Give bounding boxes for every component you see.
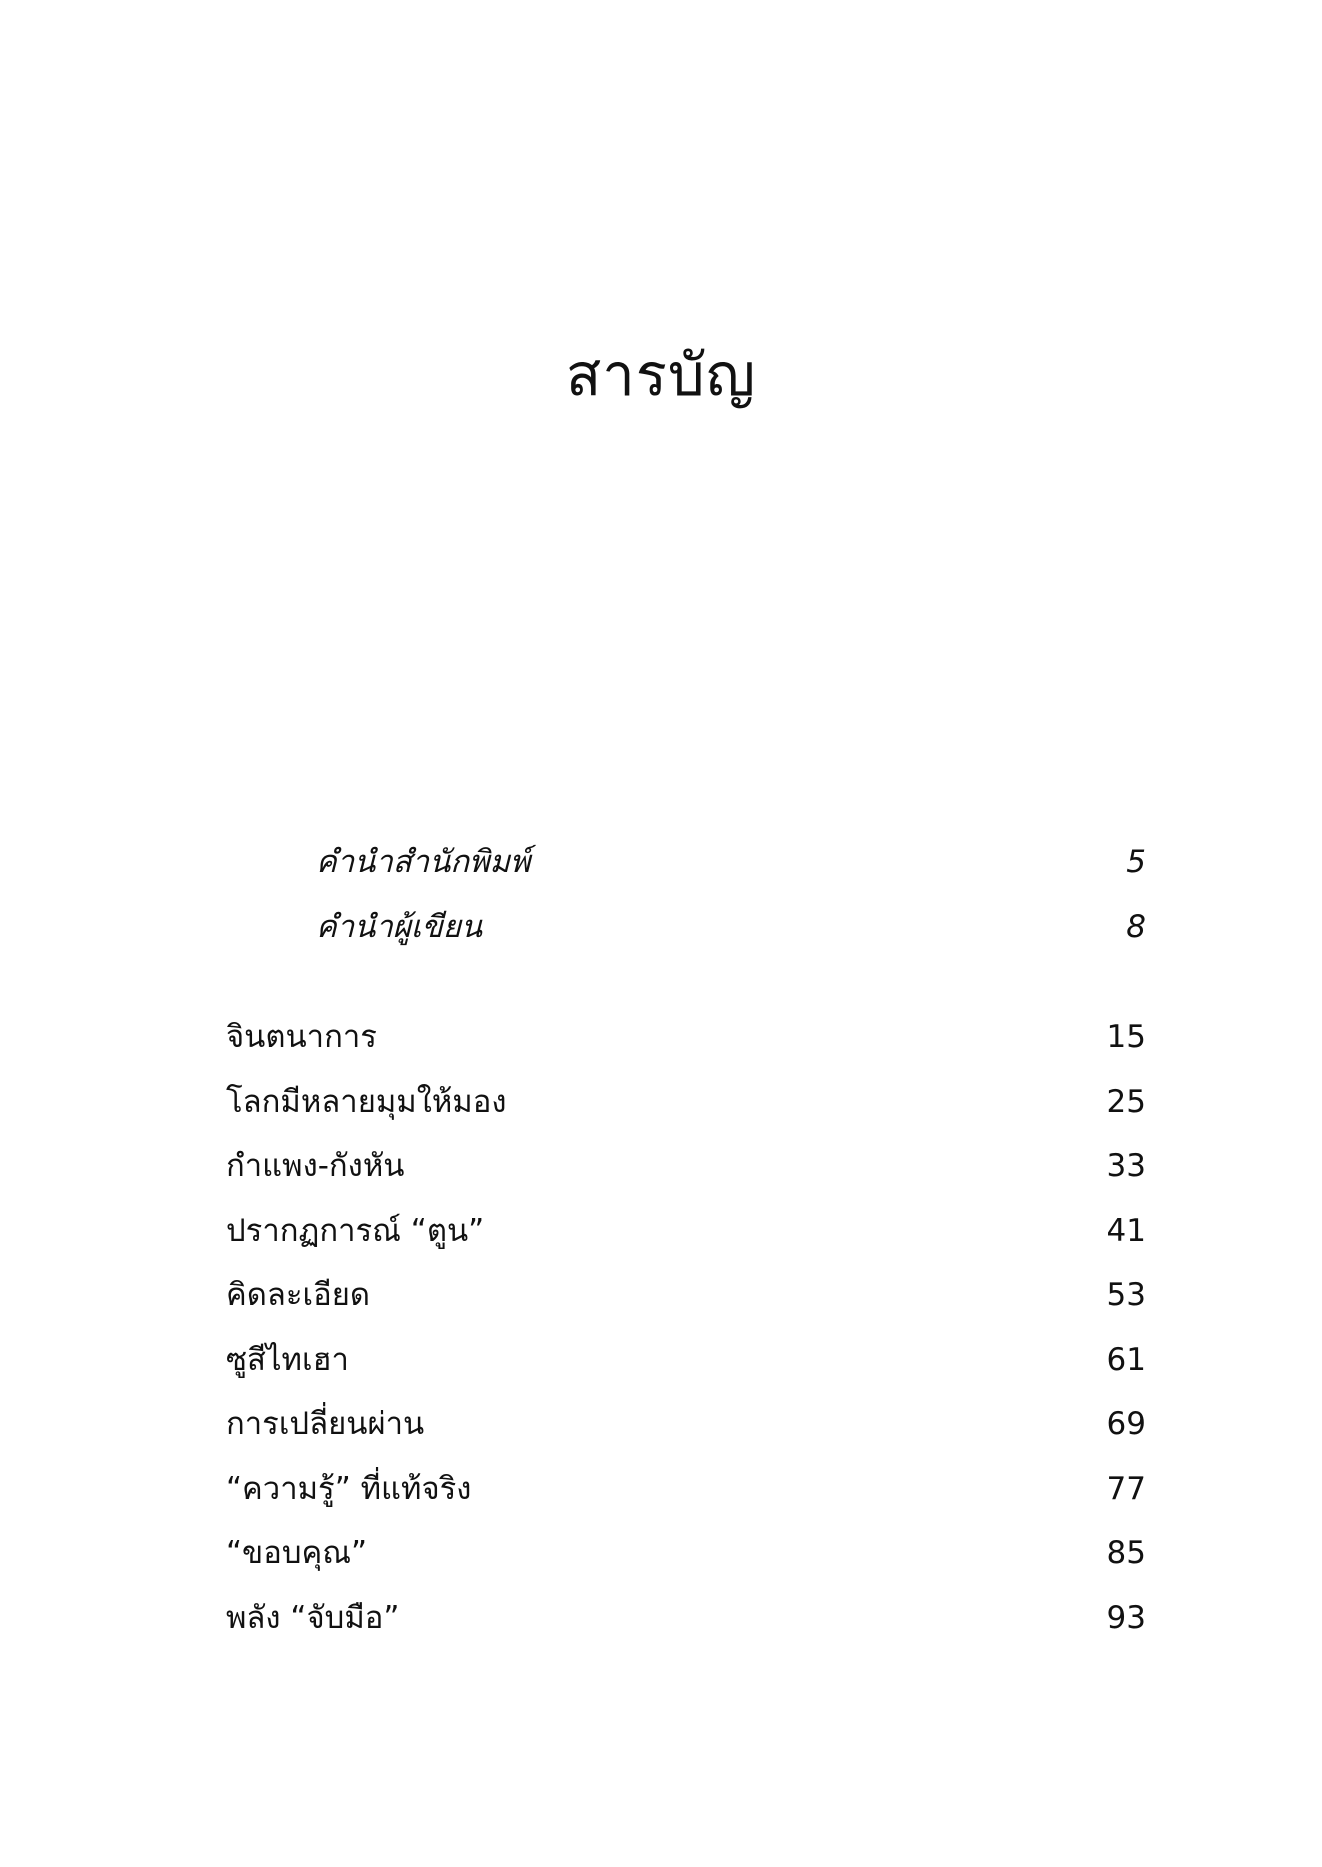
toc-entry-title: “ขอบคุณ” [226, 1535, 368, 1571]
toc-entry-page: 25 [1106, 1083, 1146, 1120]
toc-entry-page: 85 [1106, 1535, 1146, 1571]
toc-entry-title: “ความรู้” ที่แท้จริง [226, 1470, 472, 1507]
toc-entry-title: คิดละเอียด [226, 1277, 371, 1313]
chapter-list [226, 1005, 1146, 1650]
toc-entry-page: 33 [1106, 1148, 1146, 1184]
toc-entry-chapter [226, 1586, 1146, 1651]
toc-entry-chapter [226, 1005, 1146, 1070]
toc-entry-author-foreword [226, 895, 1146, 960]
toc-entry-publisher-foreword [226, 830, 1146, 895]
toc-entry-page: 93 [1106, 1599, 1146, 1636]
toc-entry-chapter [226, 1134, 1146, 1199]
toc-entry-page: 69 [1106, 1406, 1146, 1442]
toc-entry-chapter [226, 1521, 1146, 1586]
table-of-contents [226, 830, 1146, 1650]
toc-entry-chapter [226, 1263, 1146, 1328]
toc-entry-chapter [226, 1199, 1146, 1264]
toc-entry-page: 15 [1106, 1019, 1146, 1055]
toc-entry-title: โลกมีหลายมุมให้มอง [226, 1083, 507, 1120]
toc-entry-title: คำนำผู้เขียน [316, 908, 483, 945]
toc-entry-page: 8 [1126, 908, 1146, 945]
toc-entry-chapter [226, 1070, 1146, 1135]
toc-entry-chapter [226, 1457, 1146, 1522]
toc-entry-title: การเปลี่ยนผ่าน [226, 1406, 425, 1442]
toc-entry-title: ปรากฏการณ์ “ตูน” [226, 1212, 485, 1249]
toc-entry-title: คำนำสำนักพิมพ์ [316, 844, 531, 880]
toc-entry-title: พลัง “จับมือ” [226, 1599, 400, 1636]
toc-entry-chapter [226, 1392, 1146, 1457]
page-title: สารบัญ [565, 341, 757, 409]
toc-entry-page: 41 [1106, 1212, 1146, 1249]
front-matter-list [226, 830, 1146, 959]
toc-entry-title: ซูสีไทเฮา [226, 1341, 349, 1378]
toc-entry-page: 61 [1106, 1341, 1146, 1378]
toc-entry-page: 5 [1126, 844, 1146, 880]
toc-entry-page: 53 [1106, 1277, 1146, 1313]
toc-entry-title: จินตนาการ [226, 1019, 377, 1055]
toc-entry-chapter [226, 1328, 1146, 1393]
toc-entry-title: กำแพง-กังหัน [226, 1148, 405, 1184]
toc-entry-page: 77 [1106, 1470, 1146, 1507]
